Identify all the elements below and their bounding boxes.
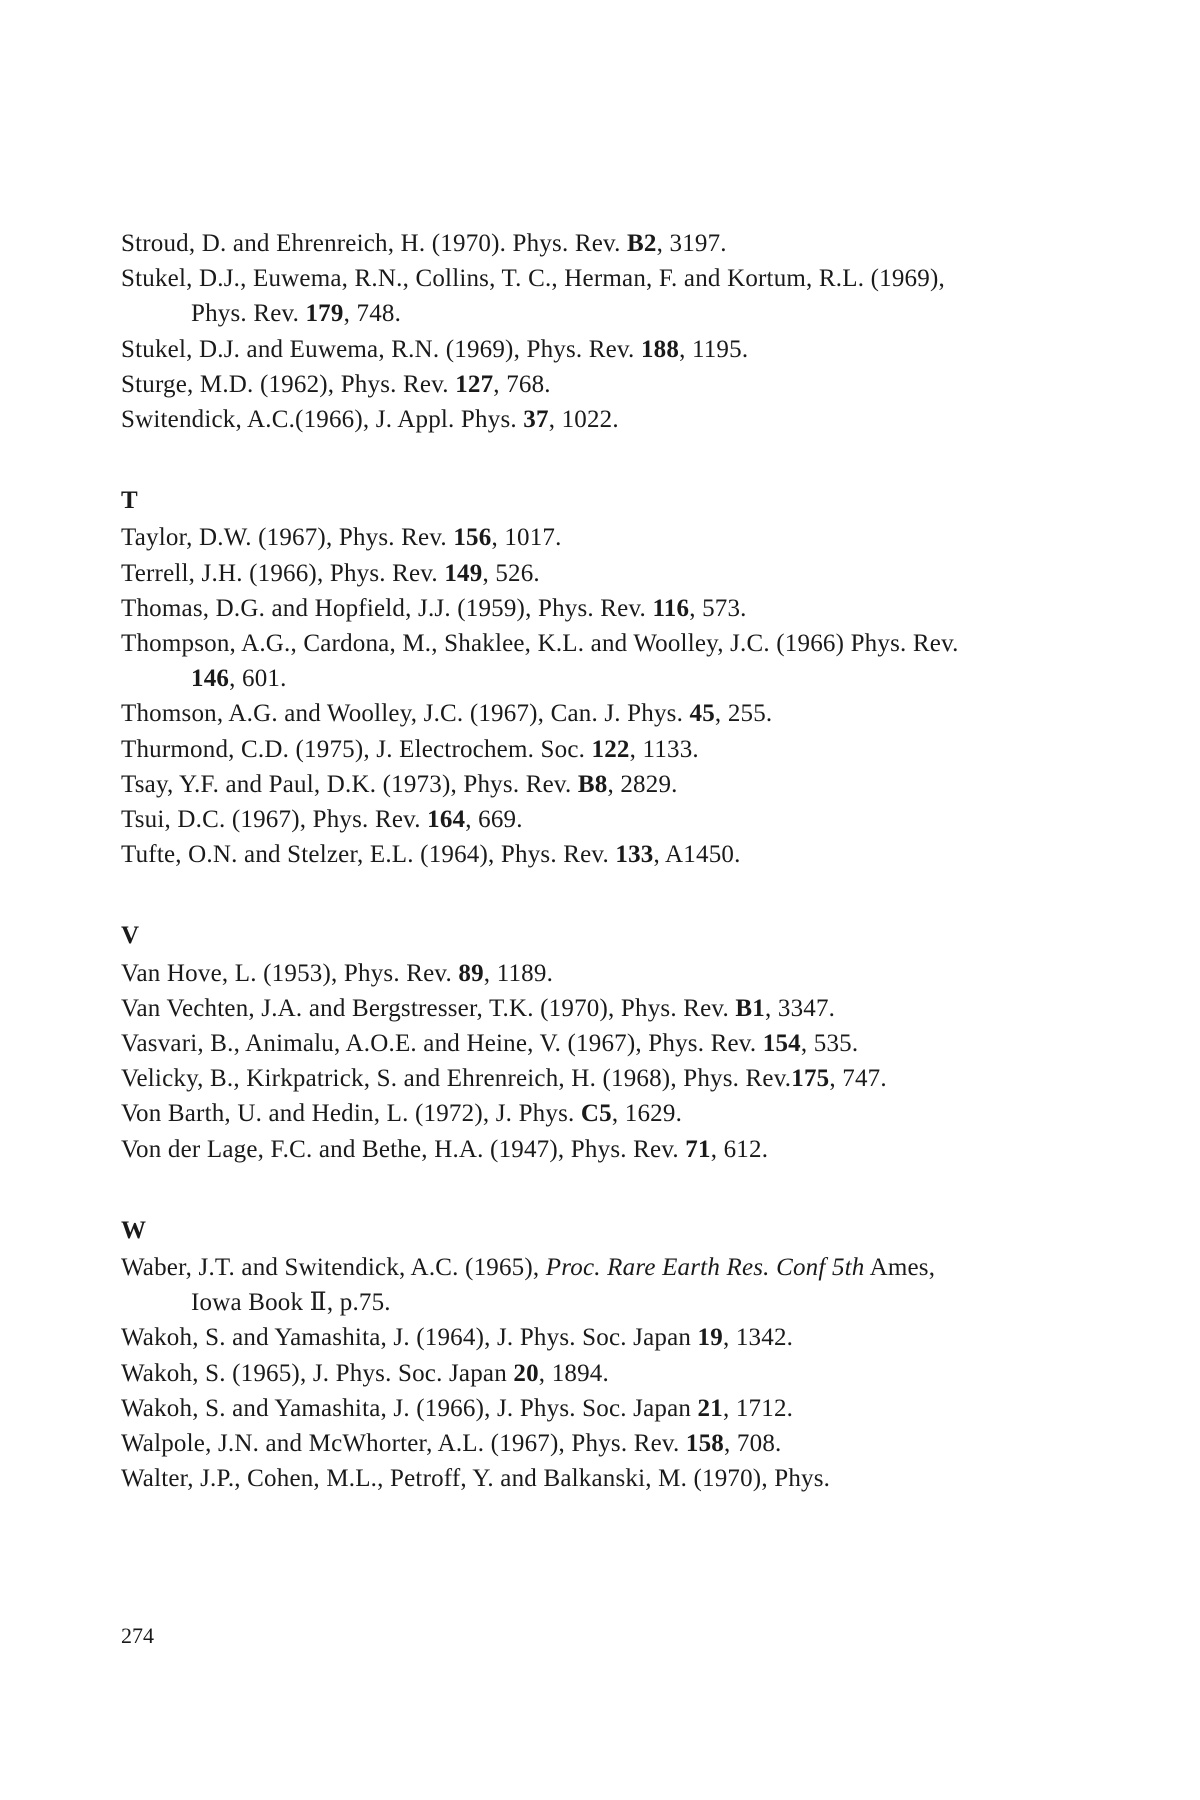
reference-volume: 156 (453, 524, 492, 552)
reference-volume: 45 (689, 700, 715, 728)
reference-text: Stroud, D. and Ehrenreich, H. (1970). Phys. Rev. (121, 230, 628, 257)
reference-section (121, 226, 981, 437)
reference-pages: , 669. (465, 806, 523, 834)
reference-pages: , 612. (710, 1135, 769, 1163)
reference-text: Taylor, D.W. (1967), Phys. Rev. (121, 524, 454, 552)
reference-volume: 158 (685, 1430, 725, 1458)
reference-text: Vasvari, B., Animalu, A.O.E. and Heine, V. (1967), Phys. Rev. (121, 1030, 763, 1058)
reference-entry (121, 1132, 981, 1167)
reference-pages: , 573. (689, 594, 747, 622)
reference-pages: , 1342. (722, 1324, 794, 1352)
reference-entry (121, 626, 981, 696)
reference-pages: , 3347. (764, 994, 836, 1022)
reference-text: Wakoh, S. (1965), J. Phys. Soc. Japan (121, 1359, 514, 1387)
reference-volume: C5 (580, 1100, 612, 1128)
reference-pages: , 1022. (548, 406, 619, 434)
reference-entry (121, 1026, 981, 1061)
reference-volume: 19 (697, 1324, 723, 1352)
reference-volume: 149 (444, 559, 483, 587)
reference-entry (121, 732, 981, 767)
reference-volume: 89 (458, 959, 484, 987)
reference-text: Stukel, D.J. and Euwema, R.N. (1969), Phys. Rev. (121, 335, 641, 363)
reference-text: Tsui, D.C. (1967), Phys. Rev. (121, 806, 428, 834)
reference-text: Tsay, Y.F. and Paul, D.K. (1973), Phys. Rev. (121, 770, 578, 798)
reference-text: Von der Lage, F.C. and Bethe, H.A. (1947), Phys. Rev. (121, 1135, 686, 1163)
reference-volume: 179 (305, 300, 344, 328)
reference-pages: , 1712. (722, 1394, 794, 1422)
reference-volume: 188 (640, 335, 680, 363)
reference-pages: , 2829. (607, 770, 678, 798)
reference-entry (121, 1320, 981, 1355)
reference-entry (121, 1061, 981, 1096)
section-letter-heading: W (121, 1216, 146, 1244)
reference-section (121, 918, 981, 1166)
reference-pages: , A1450. (653, 841, 741, 869)
reference-text: Thomas, D.G. and Hopfield, J.J. (1959), Phys. Rev. (121, 594, 653, 622)
reference-entry (121, 332, 981, 367)
reference-volume: 127 (455, 370, 494, 398)
reference-volume: 164 (427, 806, 466, 834)
page-number: 274 (121, 1623, 154, 1648)
reference-volume: 122 (591, 735, 630, 763)
reference-entry (121, 956, 981, 991)
reference-text: Thomson, A.G. and Woolley, J.C. (1967), Can. J. Phys. (121, 700, 690, 728)
reference-entry (121, 767, 981, 802)
reference-volume: 133 (615, 841, 654, 869)
reference-volume: 146 (191, 665, 230, 693)
reference-pages: , 601. (229, 665, 287, 693)
reference-entry (121, 1461, 981, 1496)
reference-volume: B8 (577, 770, 608, 798)
reference-volume: 71 (685, 1135, 711, 1163)
reference-pages: , 748. (343, 300, 402, 328)
reference-text: Wakoh, S. and Yamashita, J. (1964), J. Phys. Soc. Japan (121, 1324, 698, 1352)
reference-pages: , 708. (724, 1430, 782, 1458)
reference-entry (121, 837, 981, 872)
reference-text: Wakoh, S. and Yamashita, J. (1966), J. Phys. Soc. Japan (121, 1394, 698, 1422)
reference-entry (121, 556, 981, 591)
reference-pages: , 1133. (629, 735, 699, 763)
reference-volume: 21 (697, 1394, 723, 1422)
reference-text: Sturge, M.D. (1962), Phys. Rev. (121, 370, 456, 398)
reference-text: Waber, J.T. and Switendick, A.C. (1965), (121, 1254, 546, 1282)
section-letter-heading: V (121, 922, 140, 950)
reference-pages: , 526. (482, 559, 540, 587)
reference-entry (121, 1426, 981, 1461)
reference-text: Von Barth, U. and Hedin, L. (1972), J. Phys. (121, 1100, 581, 1128)
reference-text: Terrell, J.H. (1966), Phys. Rev. (121, 559, 445, 587)
reference-list (121, 226, 981, 1746)
reference-text: Stukel, D.J., Euwema, R.N., Collins, T. C., Herman, F. and Kortum, R.L. (1969), Phys. Rev. (121, 265, 945, 328)
reference-entry (121, 402, 981, 437)
reference-section (121, 483, 981, 872)
reference-text: Walter, J.P., Cohen, M.L., Petroff, Y. and Balkanski, M. (1970), Phys. (121, 1465, 831, 1493)
reference-entry (121, 261, 981, 331)
reference-pages: , 255. (714, 700, 773, 728)
reference-volume: 116 (652, 594, 690, 622)
reference-pages: , 535. (800, 1030, 859, 1058)
reference-text: Van Hove, L. (1953), Phys. Rev. (121, 959, 459, 987)
reference-text: Switendick, A.C.(1966), J. Appl. Phys. (121, 406, 524, 434)
reference-pages: , 3197. (656, 230, 727, 257)
reference-pages: , 747. (829, 1065, 887, 1093)
reference-entry (121, 1391, 981, 1426)
reference-entry (121, 802, 981, 837)
reference-entry (121, 1356, 981, 1391)
reference-volume: 20 (513, 1359, 539, 1387)
reference-entry (121, 696, 981, 731)
reference-text: Ames, Iowa Book Ⅱ, p.75. (191, 1254, 936, 1317)
reference-volume: B1 (735, 994, 765, 1022)
reference-pages: , 1189. (483, 959, 554, 987)
reference-volume: 37 (523, 406, 549, 434)
reference-pages: , 1894. (538, 1359, 609, 1387)
reference-section (121, 1213, 981, 1497)
reference-entry (121, 367, 981, 402)
reference-volume: 175 (791, 1065, 830, 1093)
reference-text: Thompson, A.G., Cardona, M., Shaklee, K.L. and Woolley, J.C. (1966) Phys. Rev. (121, 630, 959, 658)
reference-entry (121, 520, 981, 555)
reference-volume: B2 (627, 230, 657, 257)
reference-volume: 154 (762, 1030, 801, 1058)
reference-text: Velicky, B., Kirkpatrick, S. and Ehrenreich, H. (1968), Phys. Rev. (121, 1065, 792, 1093)
reference-entry (121, 1250, 981, 1320)
reference-text: Thurmond, C.D. (1975), J. Electrochem. Soc. (121, 735, 592, 763)
reference-entry (121, 591, 981, 626)
reference-pages: , 1629. (611, 1100, 683, 1128)
reference-pages: , 1195. (679, 335, 749, 363)
reference-entry (121, 226, 981, 261)
reference-text: Tufte, O.N. and Stelzer, E.L. (1964), Phys. Rev. (121, 841, 616, 869)
section-letter-heading: T (121, 487, 138, 515)
reference-entry (121, 1096, 981, 1131)
reference-text: Van Vechten, J.A. and Bergstresser, T.K. (1970), Phys. Rev. (121, 994, 736, 1022)
reference-pages: , 1017. (491, 524, 562, 552)
reference-text: Walpole, J.N. and McWhorter, A.L. (1967), Phys. Rev. (121, 1430, 686, 1458)
reference-entry (121, 991, 981, 1026)
reference-pages: , 768. (493, 370, 551, 398)
reference-italic-title: Proc. Rare Earth Res. Conf 5th (545, 1254, 865, 1282)
